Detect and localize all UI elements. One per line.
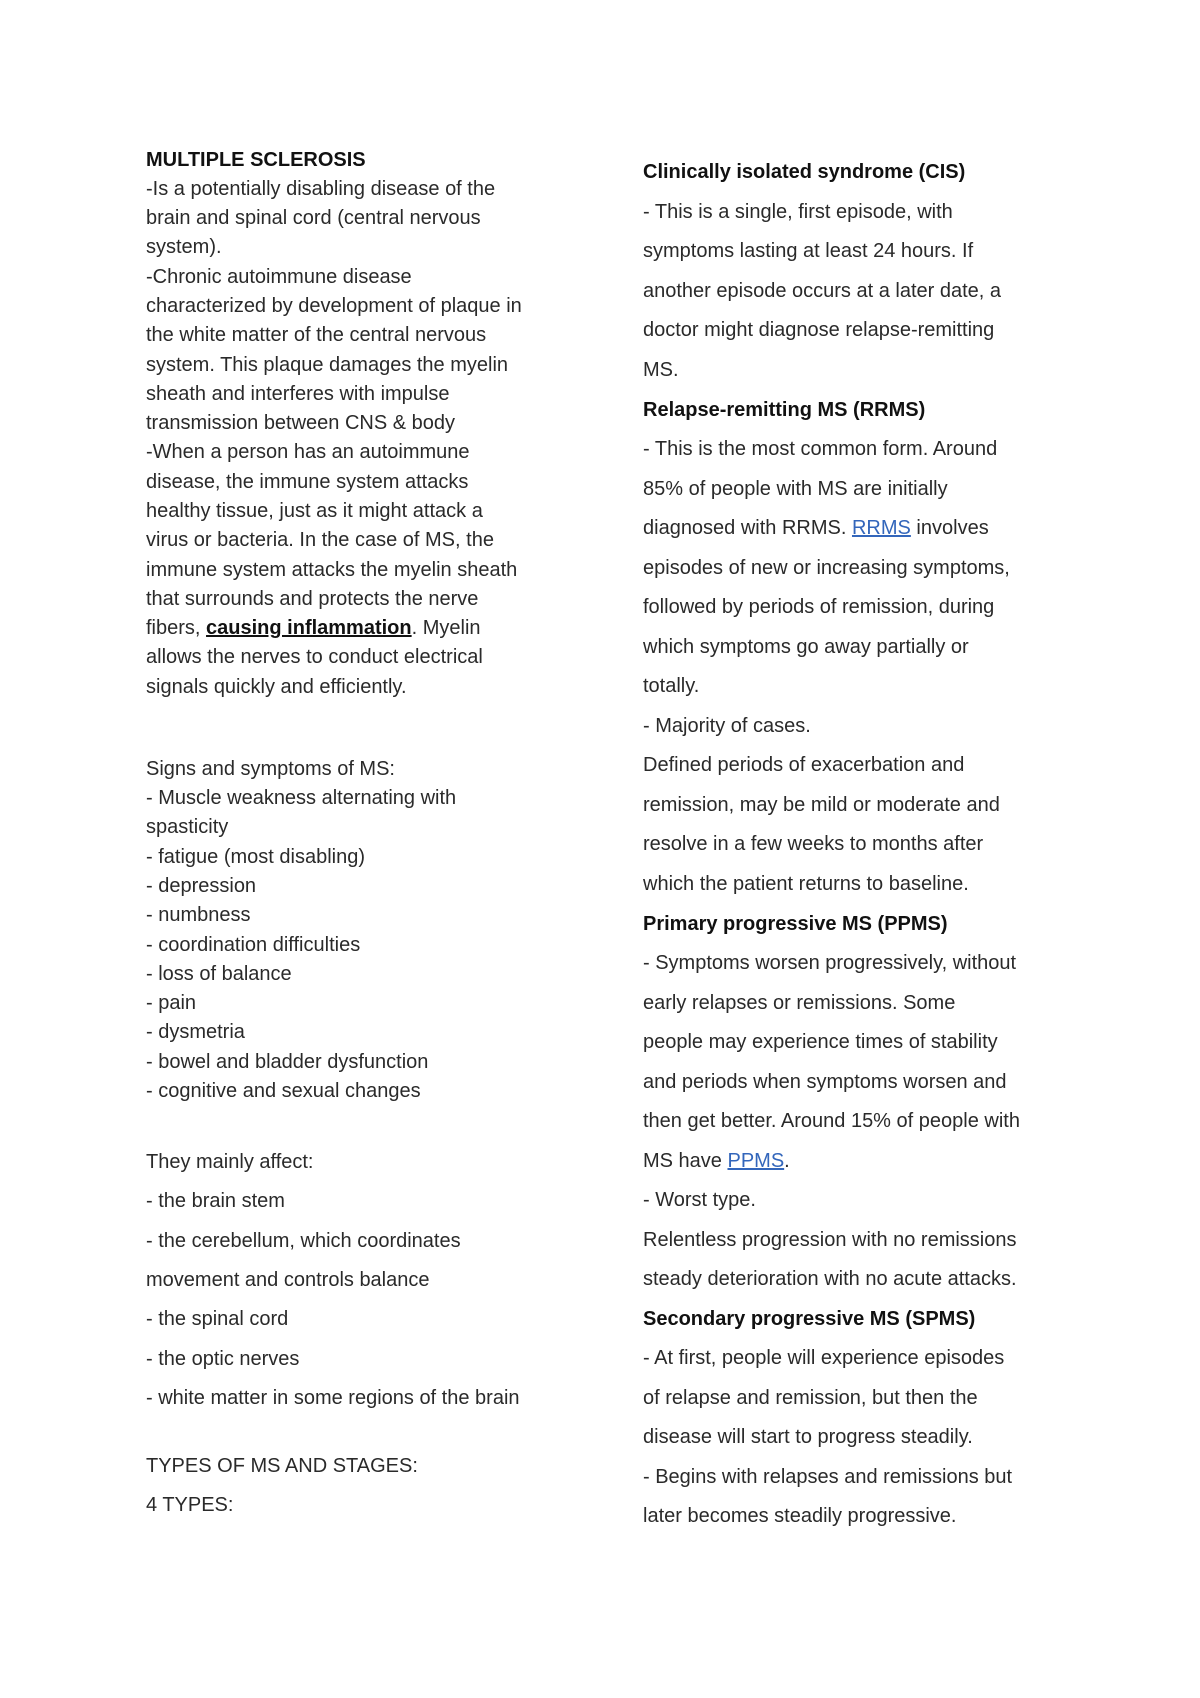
rrms-line: remission, may be mild or moderate and [643, 794, 1000, 816]
symptom-item: - dysmetria [146, 1021, 245, 1043]
intro-line: the white matter of the central nervous [146, 324, 487, 346]
fibers-prefix: fibers, [146, 617, 207, 639]
rrms-prefix: diagnosed with RRMS. [643, 517, 852, 539]
affect-item: - the cerebellum, which coordinates [146, 1230, 461, 1252]
cis-line: symptoms lasting at least 24 hours. If [643, 240, 974, 262]
ppms-link[interactable]: PPMS [727, 1150, 785, 1172]
intro-line: disease, the immune system attacks [146, 471, 469, 493]
intro-line: brain and spinal cord (central nervous [146, 207, 481, 229]
intro-line: immune system attacks the myelin sheath [146, 559, 518, 581]
ppms-line: - Worst type. [643, 1189, 756, 1211]
symptom-item: spasticity [146, 816, 229, 838]
rrms-line: 85% of people with MS are initially [643, 478, 948, 500]
symptom-item: - loss of balance [146, 963, 292, 985]
symptom-item: - cognitive and sexual changes [146, 1080, 421, 1102]
symptom-item: - Muscle weakness alternating with [146, 787, 457, 809]
rrms-line: which the patient returns to baseline. [643, 873, 969, 895]
intro-line: system. This plaque damages the myelin [146, 354, 509, 376]
spms-line: - At first, people will experience episodes [643, 1347, 1005, 1369]
intro-line: -Is a potentially disabling disease of the [146, 178, 496, 200]
cis-line: MS. [643, 359, 679, 381]
intro-line: signals quickly and efficiently. [146, 676, 407, 698]
rrms-suffix: involves [910, 517, 989, 539]
intro-line: -Chronic autoimmune disease [146, 266, 412, 288]
affect-item: - the brain stem [146, 1190, 285, 1212]
rrms-line: - Majority of cases. [643, 715, 811, 737]
symptom-item: - numbness [146, 904, 251, 926]
intro-line: that surrounds and protects the nerve [146, 588, 479, 610]
spms-heading: Secondary progressive MS (SPMS) [643, 1308, 976, 1330]
intro-line: characterized by development of plaque in [146, 295, 522, 317]
types-count: 4 TYPES: [146, 1494, 234, 1516]
symptom-item: - bowel and bladder dysfunction [146, 1051, 429, 1073]
cis-line: - This is a single, first episode, with [643, 201, 953, 223]
affect-heading: They mainly affect: [146, 1151, 314, 1173]
signs-heading: Signs and symptoms of MS: [146, 758, 395, 780]
spms-line: disease will start to progress steadily. [643, 1426, 973, 1448]
causing-inflammation-link[interactable]: causing inflammation [206, 617, 412, 639]
affect-item: - the optic nerves [146, 1348, 300, 1370]
rrms-line: Defined periods of exacerbation and [643, 754, 965, 776]
cis-line: doctor might diagnose relapse-remitting [643, 319, 995, 341]
intro-line: virus or bacteria. In the case of MS, the [146, 529, 494, 551]
rrms-link-line [643, 516, 989, 540]
rrms-line: resolve in a few weeks to months after [643, 833, 984, 855]
ppms-line: Relentless progression with no remissions [643, 1229, 1017, 1251]
types-heading: TYPES OF MS AND STAGES: [146, 1455, 418, 1477]
ppms-line: early relapses or remissions. Some [643, 992, 956, 1014]
spms-line: - Begins with relapses and remissions but [643, 1466, 1013, 1488]
ppms-heading: Primary progressive MS (PPMS) [643, 913, 948, 935]
ppms-link-line [643, 1149, 790, 1173]
affect-item: movement and controls balance [146, 1269, 430, 1291]
symptom-item: - coordination difficulties [146, 934, 361, 956]
rrms-link[interactable]: RRMS [851, 517, 911, 539]
ppms-line: then get better. Around 15% of people with [643, 1110, 1020, 1132]
cis-line: another episode occurs at a later date, a [643, 280, 1002, 302]
intro-line: allows the nerves to conduct electrical [146, 646, 483, 668]
ppms-prefix: MS have [643, 1150, 728, 1172]
affect-item: - the spinal cord [146, 1308, 289, 1330]
rrms-line: totally. [643, 675, 700, 697]
intro-line: sheath and interferes with impulse [146, 383, 450, 405]
ppms-suffix: . [784, 1150, 790, 1172]
intro-line: system). [146, 236, 222, 258]
fibers-suffix: . Myelin [411, 617, 481, 639]
intro-line: transmission between CNS & body [146, 412, 456, 434]
rrms-heading: Relapse-remitting MS (RRMS) [643, 399, 926, 421]
fibers-line [146, 616, 481, 640]
rrms-line: - This is the most common form. Around [643, 438, 998, 460]
rrms-line: which symptoms go away partially or [643, 636, 969, 658]
cis-heading: Clinically isolated syndrome (CIS) [643, 161, 966, 183]
rrms-line: episodes of new or increasing symptoms, [643, 557, 1010, 579]
symptom-item: - pain [146, 992, 197, 1014]
ppms-line: and periods when symptoms worsen and [643, 1071, 1007, 1093]
affect-item: - white matter in some regions of the brain [146, 1387, 520, 1409]
spms-line: later becomes steadily progressive. [643, 1505, 957, 1527]
symptom-item: - depression [146, 875, 257, 897]
symptom-item: - fatigue (most disabling) [146, 846, 365, 868]
ppms-line: - Symptoms worsen progressively, without [643, 952, 1017, 974]
intro-line: healthy tissue, just as it might attack a [146, 500, 483, 522]
document-title: MULTIPLE SCLEROSIS [146, 149, 366, 171]
spms-line: of relapse and remission, but then the [643, 1387, 978, 1409]
ppms-line: people may experience times of stability [643, 1031, 998, 1053]
intro-line: -When a person has an autoimmune [146, 441, 470, 463]
ppms-line: steady deterioration with no acute attacks. [643, 1268, 1017, 1290]
rrms-line: followed by periods of remission, during [643, 596, 995, 618]
